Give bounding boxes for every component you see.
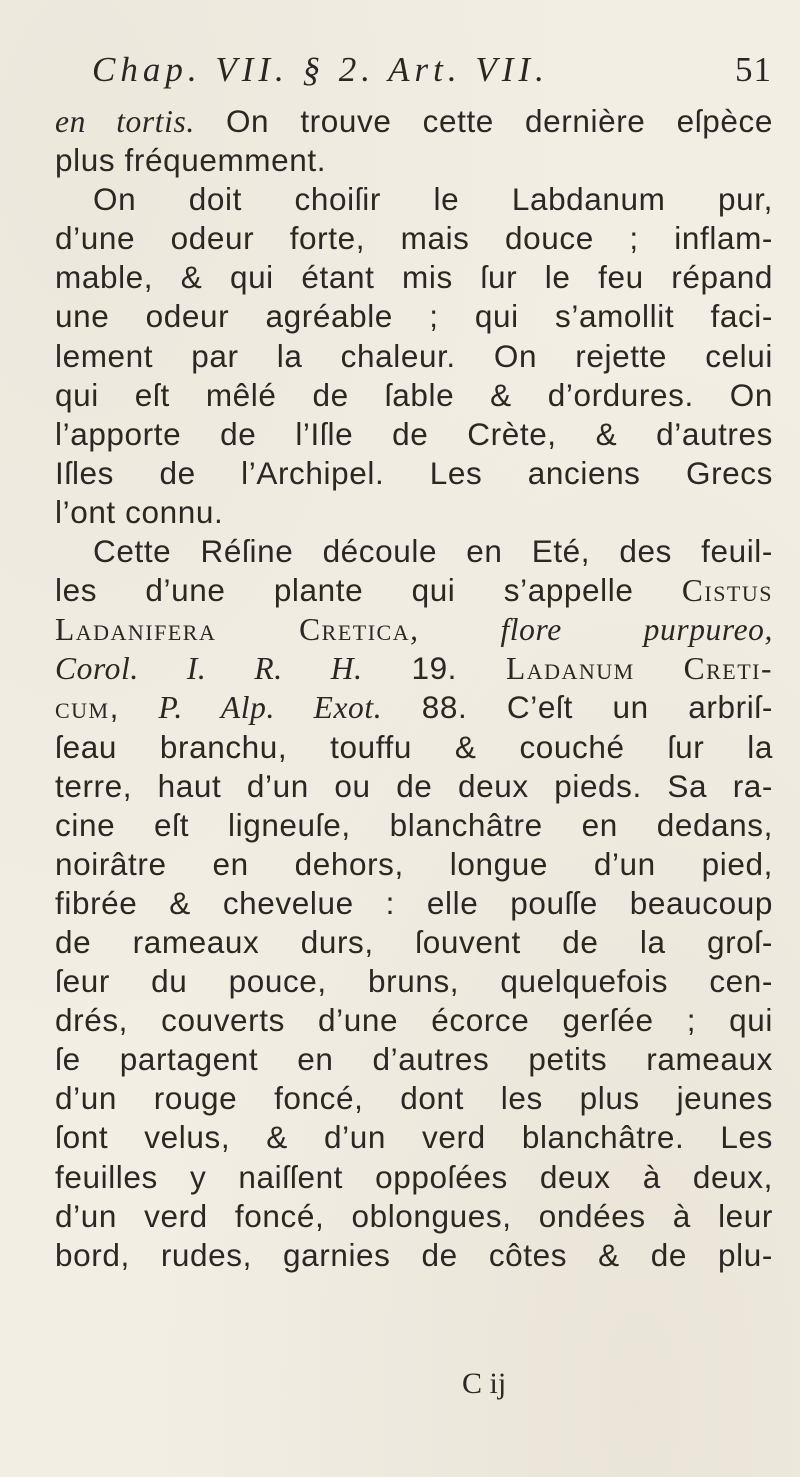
text-line: une odeur agréable ; qui s’amollit faci- <box>55 298 773 335</box>
text-line: cum, P. Alp. Exot. 88. C’eſt un arbriſ- <box>55 689 773 726</box>
text-line: qui eſt mêlé de ſable & d’ordures. On <box>55 376 773 413</box>
text-line: plus fréquemment. <box>55 142 327 179</box>
running-head-title: Chap. VII. § 2. Art. VII. <box>92 50 549 89</box>
text-line: ſeur du pouce, bruns, quelquefois cen- <box>55 963 773 1000</box>
text-line: d’un verd foncé, oblongues, ondées à leur <box>55 1197 773 1234</box>
text-line: l’ont connu. <box>55 493 224 530</box>
text-line: Corol. I. R. H. 19. Ladanum Creti- <box>55 650 773 687</box>
signature-mark: C ij <box>462 1367 507 1400</box>
text-line: noirâtre en dehors, longue d’un pied, <box>55 845 773 882</box>
text-line: l’apporte de l’Iſle de Crète, & d’autres <box>55 415 773 452</box>
text-line: drés, couverts d’une écorce gerſée ; qui <box>55 1002 773 1039</box>
text-line: cine eſt ligneuſe, blanchâtre en dedans, <box>55 806 773 843</box>
text-line: ſeau branchu, touffu & couché ſur la <box>55 728 773 765</box>
text-line: d’un rouge foncé, dont les plus jeunes <box>55 1080 773 1117</box>
text-line: fibrée & chevelue : elle pouſſe beaucoup <box>55 884 773 921</box>
paragraph-start-line: Cette Réſine découle en Eté, des feuil- <box>93 533 773 570</box>
text-line: de rameaux durs, ſouvent de la groſ- <box>55 923 773 960</box>
text-line: ſont velus, & d’un verd blanchâtre. Les <box>55 1119 773 1156</box>
text-line: les d’une plante qui s’appelle Cistus <box>55 572 773 609</box>
text-line: en tortis. On trouve cette dernière eſpèce <box>55 103 773 139</box>
paragraph-start-line: On doit choiſir le Labdanum pur, <box>93 181 773 218</box>
text-line: Iſles de l’Archipel. Les anciens Grecs <box>55 454 773 491</box>
text-line: ſe partagent en d’autres petits rameaux <box>55 1041 773 1078</box>
text-line: mable, & qui étant mis ſur le feu répand <box>55 259 773 296</box>
text-line: d’une odeur forte, mais douce ; inflam- <box>55 220 773 257</box>
body-text <box>55 102 773 1275</box>
text-line: bord, rudes, garnies de côtes & de plu- <box>55 1236 773 1273</box>
running-header <box>92 50 772 100</box>
text-line: terre, haut d’un ou de deux pieds. Sa ra- <box>55 767 773 804</box>
text-line: feuilles y naiſſent oppoſées deux à deux, <box>55 1158 773 1195</box>
page-number: 51 <box>735 50 772 89</box>
text-line: Ladanifera Cretica, flore purpureo, <box>55 612 773 648</box>
text-line: lement par la chaleur. On rejette celui <box>55 337 773 374</box>
